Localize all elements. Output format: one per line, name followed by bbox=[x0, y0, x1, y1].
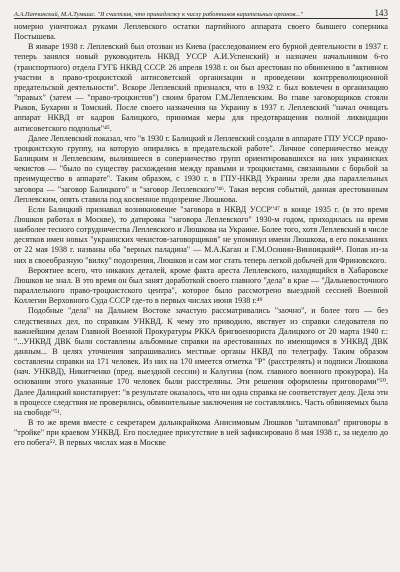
paragraph: В январе 1938 г. Леплевский был отозван из Киева (расследованием его бурной деятельности в 1937 г. теперь занялся новый руководитель НКВД УССР А.И.Успенский) и назначен начальником 6-го (транспортного) отдела ГУГБ НКВД СССР. 26 апреля 1938 г. он был арестован по обвинению в "активном участии в право-троцкистской антисоветской организации и проведении контрреволюционной предательской деятельности". Вскоре Леплевский признался, что в 1932 г. был вовлечен в организацию "правых" (затем — "право-троцкистов") своим братом Г.М.Леплевским. Во главе заговорщиков стояли Рыков, Бухарин и Томский. После своего назначения на Украину в 1937 г. Леплевский "начал очищать аппарат НКВД от кадров Балицкого, принимая меры для предотвращения полной ликвидации антисоветского подполья"⁴⁵. bbox=[14, 42, 388, 133]
paragraph: номерно уничтожал руками Леплевского остатки партийного аппарата своего бывшего соперника Постышева. bbox=[14, 22, 388, 42]
body-text bbox=[14, 22, 388, 449]
paragraph: Подобные "дела" на Дальнем Востоке зачастую рассматривались "заочно", и более того — без следственных дел, по справкам УНКВД. К чему это приводило, явствует из справки следователя по важнейшим делам Главной Военной Прокуратуры РККА бригвоенюриста Далицкого от 20 марта 1940 г.: "...УНКВД ДВК были составлены альбомные справки на арестованных по имеющимся в УНКВД ДВК данным... В целях уточнения запрашивались местные органы НКВД по телеграфу. Таким образом составлены справки на 171 человек. Из них на 170 имеется отметка "Р" (расстрелять) и подписи Люшкова (нач. УНКВД), Никитченко (пред. выездной сессии) и Калугина (пом. главного военного прокурора). На основании этого указанные 170 человек были расстреляны. Эти решения оформлены приговорами"⁵⁰. Далее Далицкий констатирует: "в результате оказалось, что ни одна справка не соответствует делу. Дела эти в процессе следствия не проверялись, обвинительные заключения не составлялись. Часть обвиняемых была на свободе"⁵¹. bbox=[14, 306, 388, 417]
page-header bbox=[14, 4, 388, 19]
paragraph: Если Балицкий признавал возникновение "заговора в НКВД УССР"⁴⁷ в конце 1935 г. (в это время Люшков работал в Москве), то датировка "заговора Леплевского" 1930-м годом, приходилась на время наиболее тесного сотрудничества Леплевского и Люшкова на Украине. Более того, хотя Леплевский в числе десятков имен новых "украинских чекистов-заговорщиков" не упомянул имени Люшкова, в его показаниях от 22 мая 1938 г. названы оба "верных паладина" — М.А.Каган и Г.М.Осинин-Винницкий⁴⁸. Попав из-за них в своеобразную "вилку" подозрения, Люшков и сам мог стать теперь легкой добычей для Фриновского. bbox=[14, 204, 388, 265]
paragraph: В то же время вместе с секретарем дальнкрайкома Анисимовым Люшков "штамповал" приговоры в "тройке" при краевом УНКВД. Его последнее присутствие в ней зафиксировано 8 мая 1938 г., за неделю до его побега⁵². В первых числах мая в Москве bbox=[14, 418, 388, 448]
paragraph: Вероятнее всего, что никаких деталей, кроме факта ареста Леплевского, находящийся в Хабаровске Люшков не знал. В это время он был занят доработкой своего главного "дела" в крае — "Дальневосточного параллельного право-троцкистского центра", которое было рассмотрено выездной сессией Военной Коллегии Верховного Суда СССР где-то в первых числах июня 1938 г.⁴⁹ bbox=[14, 265, 388, 306]
paragraph: Далее Леплевский показал, что "в 1930 г. Балицкий и Леплевский создали в аппарате ГПУ УССР право-троцкистскую группу, на которую опирались в предательской работе". Личное соперничество между Балицким и Леплевским, вылившееся в соперничество групп ориентировавшихся на них украинских чекистов — "было по существу расхождения между правыми и троцкистами, связанными с борьбой за преимущество в аппарате". Таким образом, с 1930 г. в ГПУ-НКВД Украины зрели два параллельных заговора — "заговор Балицкого" и "заговор Леплевского"⁴⁶. Такая версия событий, данная арестованным Леплевским, опять ставила под косвенное подозрение Люшкова. bbox=[14, 133, 388, 204]
running-head: А.А.Папчинский, М.А.Тумшис. "Я счастлив, что принадлежу к числу работников карательных органов..." bbox=[14, 11, 303, 18]
page-number: 143 bbox=[374, 8, 388, 18]
